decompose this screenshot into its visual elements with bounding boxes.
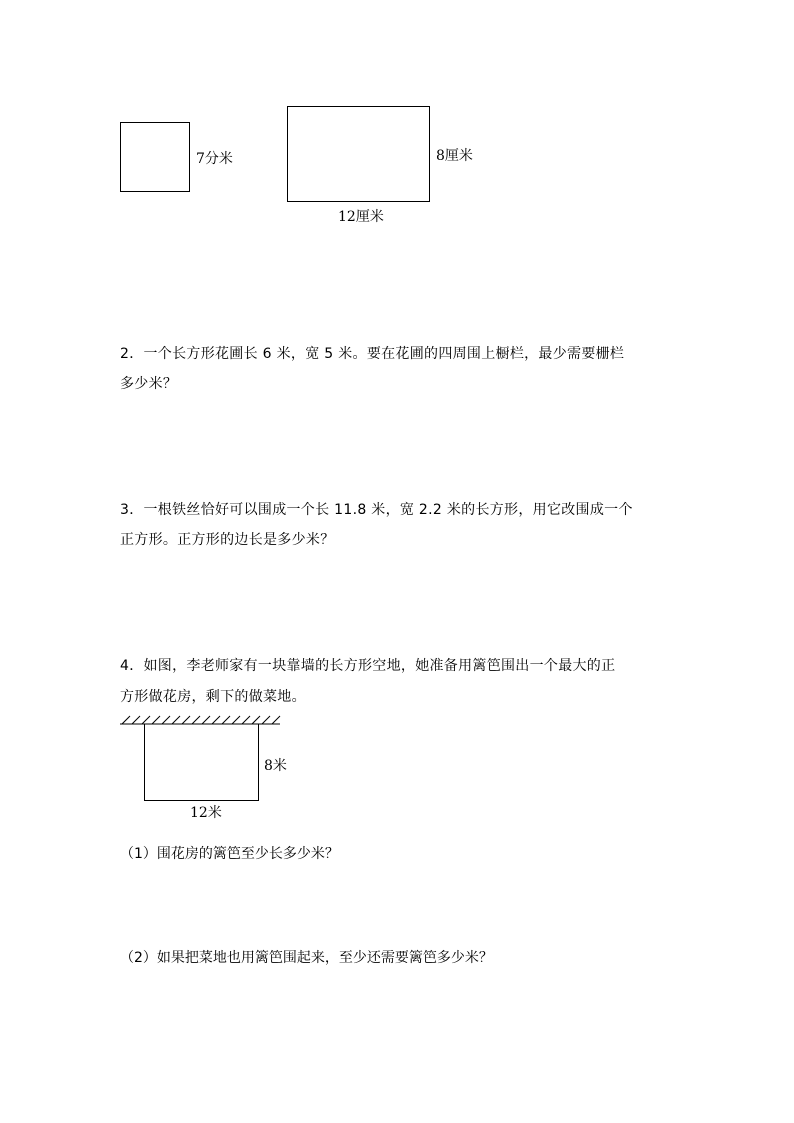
question-2-line-1: 2．一个长方形花圃长 6 米，宽 5 米。要在花圃的四周围上橱栏，最少需要栅栏 [120,346,625,362]
rectangle-width-label: 12厘米 [338,209,384,225]
question-2-line-2: 多少米？ [120,376,178,392]
question-3-line-1: 3．一根铁丝恰好可以围成一个长 11.8 米，宽 2.2 米的长方形，用它改围成一个 [120,502,633,518]
question-3-line-2: 正方形。正方形的边长是多少米？ [120,532,335,548]
square-side-label: 7分米 [196,151,233,167]
question-4-sub-1: （1）围花房的篱笆至少长多少米？ [120,846,339,862]
garden-width-label: 12米 [190,805,222,821]
garden-height-label: 8米 [264,758,287,774]
rectangle-figure [287,106,430,202]
square-figure [120,122,190,192]
garden-rectangle [144,724,259,801]
question-4-line-2: 方形做花房，剩下的做菜地。 [120,689,306,705]
question-4-sub-2: （2）如果把菜地也用篱笆围起来，至少还需要篱笆多少米？ [120,950,493,966]
question-4-line-1: 4．如图，李老师家有一块靠墙的长方形空地，她准备用篱笆围出一个最大的正 [120,658,616,674]
rectangle-height-label: 8厘米 [436,148,473,164]
